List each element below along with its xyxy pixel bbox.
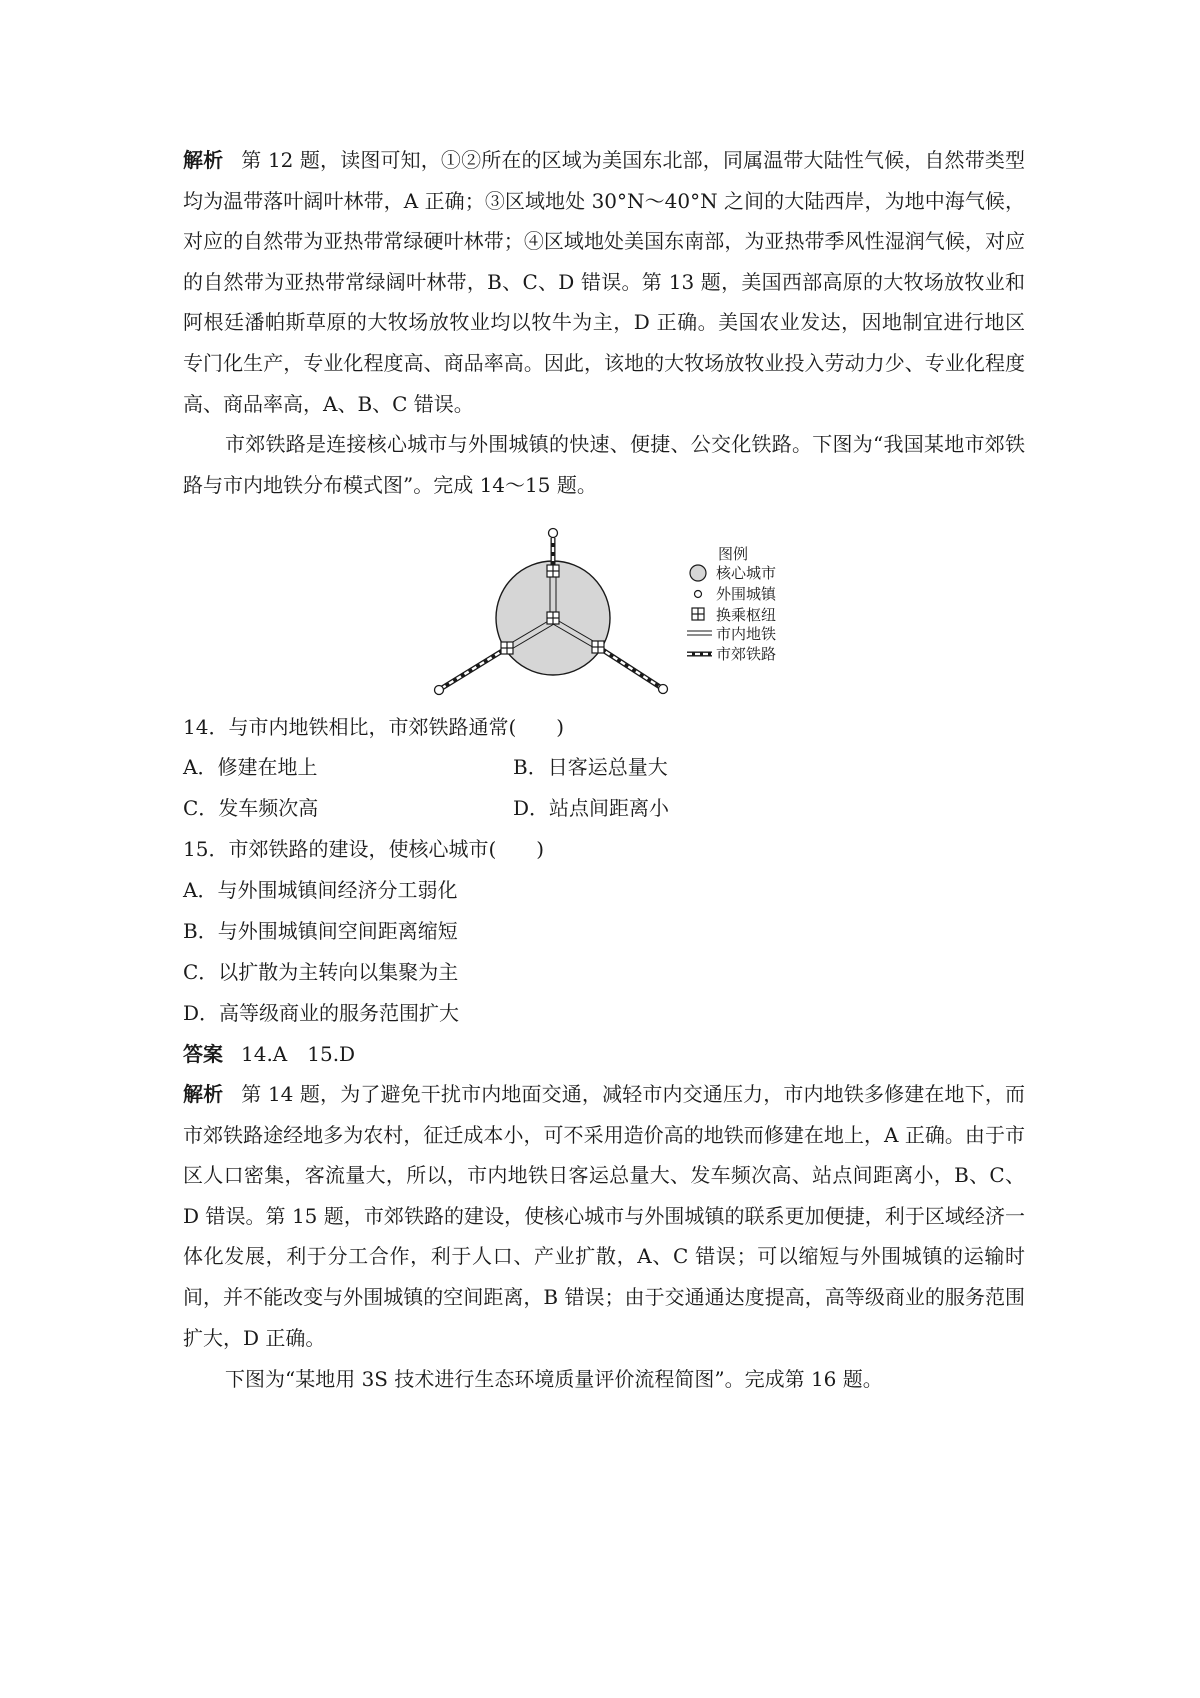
legend-core-city: 核心城市 bbox=[716, 564, 777, 582]
q15-option-c: C．以扩散为主转向以集聚为主 bbox=[183, 960, 459, 984]
legend-transfer-hub: 换乘枢纽 bbox=[716, 606, 777, 624]
analysis-text: 第 12 题，读图可知，①②所在的区域为美国东北部，同属温带大陆性气候，自然带类型均为温带落叶阔叶林带，A 正确；③区域地处 30°N～40°N 之间的大陆西岸，为地中海气候，对应的自然带为亚热带常绿硬叶林带；④区域地处美国东南部，为亚热带季风性湿润气候，对应的自然带为亚热带常绿阔叶林带，B、C、D 错误。第 13 题，美国西部高原的大牧场放牧业和阿根廷潘帕斯草原的大牧场放牧业均以牧牛为主，D 正确。美国农业发达，因地制宜进行地区专门化生产，专业化程度高、商品率高。因此，该地的大牧场放牧业投入劳动力少、专业化程度高、商品率高，A、B、C 错误。 bbox=[183, 148, 1025, 416]
answer-text: 14.A 15.D bbox=[241, 1042, 356, 1066]
q14-option-c: C．发车频次高 bbox=[183, 796, 319, 820]
q15-option-a: A．与外围城镇间经济分工弱化 bbox=[183, 878, 458, 902]
analysis-text-2: 第 14 题，为了避免干扰市内地面交通，减轻市内交通压力，市内地铁多修建在地下，而市郊铁路途经地多为农村，征迁成本小，可不采用造价高的地铁而修建在地上，A 正确。由于市区人口密集，客流量大，所以，市内地铁日客运总量大、发车频次高、站点间距离小，B、C、D 错误。第 15 题，市郊铁路的建设，使核心城市与外围城镇的联系更加便捷，利于区域经济一体化发展，利于分工合作，利于人口、产业扩散，A、C 错误；可以缩短与外围城镇的运输时间，并不能改变与外围城镇的空间距离，B 错误；由于交通通达度提高，高等级商业的服务范围扩大，D 正确。 bbox=[183, 1082, 1025, 1350]
answer-line bbox=[183, 1040, 355, 1068]
analysis-label-2: 解析 bbox=[183, 1082, 224, 1106]
legend-metro: 市内地铁 bbox=[716, 625, 777, 643]
intro-q14-15: 市郊铁路是连接核心城市与外围城镇的快速、便捷、公交化铁路。下图为“我国某地市郊铁路与市内地铁分布模式图”。完成 14～15 题。 bbox=[183, 432, 1025, 497]
legend-symbols bbox=[687, 565, 712, 654]
analysis-label: 解析 bbox=[183, 148, 224, 172]
legend-suburban-rail: 市郊铁路 bbox=[716, 645, 777, 663]
q14-option-a: A．修建在地上 bbox=[183, 755, 318, 779]
analysis-paragraph-q14-15 bbox=[183, 1074, 1025, 1358]
question-14-stem: 14．与市内地铁相比，市郊铁路通常( ) bbox=[183, 715, 565, 739]
intro-q16: 下图为“某地用 3S 技术进行生态环境质量评价流程简图”。完成第 16 题。 bbox=[225, 1367, 883, 1391]
legend-title: 图例 bbox=[718, 545, 749, 563]
q15-option-b: B．与外围城镇间空间距离缩短 bbox=[183, 919, 458, 943]
q14-option-b: B．日客运总量大 bbox=[513, 755, 668, 779]
q15-option-d: D．高等级商业的服务范围扩大 bbox=[183, 1001, 460, 1025]
legend-outer-town: 外围城镇 bbox=[716, 585, 777, 603]
answer-label: 答案 bbox=[183, 1042, 223, 1066]
q14-option-d: D．站点间距离小 bbox=[513, 796, 670, 820]
question-15-stem: 15．市郊铁路的建设，使核心城市( ) bbox=[183, 837, 545, 861]
